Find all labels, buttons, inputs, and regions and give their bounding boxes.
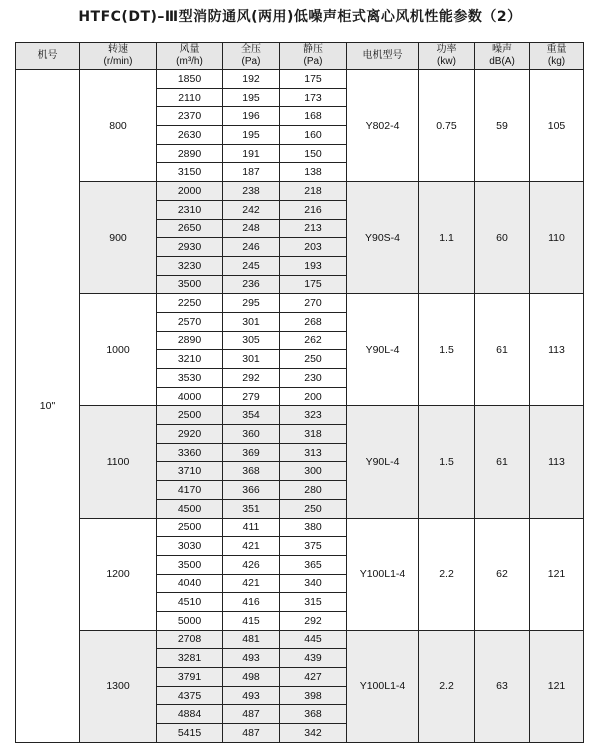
static-pressure-cell: 375	[280, 537, 347, 556]
static-pressure-cell: 445	[280, 630, 347, 649]
airflow-cell: 4375	[157, 686, 223, 705]
airflow-cell: 4000	[157, 387, 223, 406]
total-pressure-cell: 301	[223, 312, 280, 331]
static-pressure-cell: 230	[280, 369, 347, 388]
static-pressure-cell: 340	[280, 574, 347, 593]
static-pressure-cell: 218	[280, 182, 347, 201]
header-power: 功率 (kw)	[419, 43, 475, 70]
power-cell: 0.75	[419, 70, 475, 182]
static-pressure-cell: 175	[280, 70, 347, 89]
static-pressure-cell: 439	[280, 649, 347, 668]
total-pressure-cell: 236	[223, 275, 280, 294]
static-pressure-cell: 318	[280, 425, 347, 444]
static-pressure-cell: 323	[280, 406, 347, 425]
motor-model-cell: Y100L1-4	[347, 518, 419, 630]
airflow-cell: 4170	[157, 481, 223, 500]
airflow-cell: 2500	[157, 406, 223, 425]
power-cell: 1.5	[419, 406, 475, 518]
static-pressure-cell: 175	[280, 275, 347, 294]
airflow-cell: 2250	[157, 294, 223, 313]
total-pressure-cell: 245	[223, 256, 280, 275]
total-pressure-cell: 196	[223, 107, 280, 126]
airflow-cell: 3230	[157, 256, 223, 275]
header-noise: 噪声 dB(A)	[475, 43, 530, 70]
header-motor-model: 电机型号	[347, 43, 419, 70]
total-pressure-cell: 411	[223, 518, 280, 537]
airflow-cell: 1850	[157, 70, 223, 89]
total-pressure-cell: 416	[223, 593, 280, 612]
static-pressure-cell: 315	[280, 593, 347, 612]
airflow-cell: 2930	[157, 238, 223, 257]
airflow-cell: 4884	[157, 705, 223, 724]
static-pressure-cell: 200	[280, 387, 347, 406]
motor-model-cell: Y90L-4	[347, 294, 419, 406]
airflow-cell: 2890	[157, 331, 223, 350]
static-pressure-cell: 138	[280, 163, 347, 182]
weight-cell: 121	[530, 518, 584, 630]
header-total-pressure: 全压 (Pa)	[223, 43, 280, 70]
airflow-cell: 3710	[157, 462, 223, 481]
airflow-cell: 3530	[157, 369, 223, 388]
total-pressure-cell: 498	[223, 668, 280, 687]
static-pressure-cell: 203	[280, 238, 347, 257]
airflow-cell: 3150	[157, 163, 223, 182]
table-row	[16, 406, 584, 425]
header-speed: 转速 (r/min)	[80, 43, 157, 70]
power-cell: 1.5	[419, 294, 475, 406]
total-pressure-cell: 195	[223, 88, 280, 107]
noise-cell: 61	[475, 406, 530, 518]
noise-cell: 60	[475, 182, 530, 294]
static-pressure-cell: 268	[280, 312, 347, 331]
total-pressure-cell: 354	[223, 406, 280, 425]
total-pressure-cell: 426	[223, 555, 280, 574]
machine-no-cell: 10"	[16, 70, 80, 743]
static-pressure-cell: 213	[280, 219, 347, 238]
total-pressure-cell: 301	[223, 350, 280, 369]
airflow-cell: 2650	[157, 219, 223, 238]
noise-cell: 62	[475, 518, 530, 630]
speed-cell: 1100	[80, 406, 157, 518]
airflow-cell: 3030	[157, 537, 223, 556]
table-row	[16, 182, 584, 201]
static-pressure-cell: 216	[280, 200, 347, 219]
static-pressure-cell: 250	[280, 499, 347, 518]
speed-cell: 900	[80, 182, 157, 294]
weight-cell: 110	[530, 182, 584, 294]
airflow-cell: 2310	[157, 200, 223, 219]
static-pressure-cell: 262	[280, 331, 347, 350]
total-pressure-cell: 481	[223, 630, 280, 649]
motor-model-cell: Y90L-4	[347, 406, 419, 518]
static-pressure-cell: 168	[280, 107, 347, 126]
power-cell: 2.2	[419, 630, 475, 742]
static-pressure-cell: 280	[280, 481, 347, 500]
airflow-cell: 3360	[157, 443, 223, 462]
motor-model-cell: Y90S-4	[347, 182, 419, 294]
total-pressure-cell: 187	[223, 163, 280, 182]
static-pressure-cell: 270	[280, 294, 347, 313]
weight-cell: 105	[530, 70, 584, 182]
total-pressure-cell: 421	[223, 537, 280, 556]
total-pressure-cell: 421	[223, 574, 280, 593]
static-pressure-cell: 398	[280, 686, 347, 705]
total-pressure-cell: 246	[223, 238, 280, 257]
airflow-cell: 2500	[157, 518, 223, 537]
airflow-cell: 2570	[157, 312, 223, 331]
airflow-cell: 5415	[157, 724, 223, 743]
table-body	[16, 70, 584, 743]
total-pressure-cell: 238	[223, 182, 280, 201]
table-header	[16, 43, 584, 70]
airflow-cell: 4510	[157, 593, 223, 612]
total-pressure-cell: 493	[223, 649, 280, 668]
static-pressure-cell: 150	[280, 144, 347, 163]
header-static-pressure: 静压 (Pa)	[280, 43, 347, 70]
weight-cell: 113	[530, 294, 584, 406]
noise-cell: 63	[475, 630, 530, 742]
motor-model-cell: Y802-4	[347, 70, 419, 182]
weight-cell: 113	[530, 406, 584, 518]
static-pressure-cell: 300	[280, 462, 347, 481]
weight-cell: 121	[530, 630, 584, 742]
header-machine-no: 机号	[16, 43, 80, 70]
noise-cell: 59	[475, 70, 530, 182]
airflow-cell: 3500	[157, 275, 223, 294]
static-pressure-cell: 292	[280, 611, 347, 630]
total-pressure-cell: 368	[223, 462, 280, 481]
power-cell: 1.1	[419, 182, 475, 294]
motor-model-cell: Y100L1-4	[347, 630, 419, 742]
static-pressure-cell: 173	[280, 88, 347, 107]
header-airflow: 风量 (m³/h)	[157, 43, 223, 70]
noise-cell: 61	[475, 294, 530, 406]
total-pressure-cell: 242	[223, 200, 280, 219]
static-pressure-cell: 160	[280, 126, 347, 145]
speed-cell: 1200	[80, 518, 157, 630]
static-pressure-cell: 380	[280, 518, 347, 537]
speed-cell: 800	[80, 70, 157, 182]
total-pressure-cell: 248	[223, 219, 280, 238]
total-pressure-cell: 351	[223, 499, 280, 518]
header-weight: 重量 (kg)	[530, 43, 584, 70]
airflow-cell: 2110	[157, 88, 223, 107]
total-pressure-cell: 360	[223, 425, 280, 444]
total-pressure-cell: 369	[223, 443, 280, 462]
airflow-cell: 4040	[157, 574, 223, 593]
airflow-cell: 2630	[157, 126, 223, 145]
airflow-cell: 5000	[157, 611, 223, 630]
table-row	[16, 518, 584, 537]
total-pressure-cell: 366	[223, 481, 280, 500]
static-pressure-cell: 365	[280, 555, 347, 574]
airflow-cell: 2890	[157, 144, 223, 163]
total-pressure-cell: 195	[223, 126, 280, 145]
airflow-cell: 3281	[157, 649, 223, 668]
airflow-cell: 2708	[157, 630, 223, 649]
static-pressure-cell: 250	[280, 350, 347, 369]
total-pressure-cell: 487	[223, 724, 280, 743]
airflow-cell: 2920	[157, 425, 223, 444]
total-pressure-cell: 487	[223, 705, 280, 724]
airflow-cell: 3210	[157, 350, 223, 369]
table-row	[16, 294, 584, 313]
static-pressure-cell: 193	[280, 256, 347, 275]
airflow-cell: 4500	[157, 499, 223, 518]
static-pressure-cell: 427	[280, 668, 347, 687]
total-pressure-cell: 191	[223, 144, 280, 163]
total-pressure-cell: 292	[223, 369, 280, 388]
page-title: HTFC(DT)–Ⅲ型消防通风(两用)低噪声柜式离心风机性能参数（2）	[78, 9, 522, 25]
airflow-cell: 2370	[157, 107, 223, 126]
total-pressure-cell: 415	[223, 611, 280, 630]
total-pressure-cell: 493	[223, 686, 280, 705]
airflow-cell: 2000	[157, 182, 223, 201]
total-pressure-cell: 192	[223, 70, 280, 89]
power-cell: 2.2	[419, 518, 475, 630]
static-pressure-cell: 313	[280, 443, 347, 462]
total-pressure-cell: 305	[223, 331, 280, 350]
airflow-cell: 3500	[157, 555, 223, 574]
airflow-cell: 3791	[157, 668, 223, 687]
table-row	[16, 70, 584, 89]
static-pressure-cell: 342	[280, 724, 347, 743]
static-pressure-cell: 368	[280, 705, 347, 724]
total-pressure-cell: 295	[223, 294, 280, 313]
speed-cell: 1000	[80, 294, 157, 406]
table-row	[16, 630, 584, 649]
speed-cell: 1300	[80, 630, 157, 742]
total-pressure-cell: 279	[223, 387, 280, 406]
performance-table	[15, 42, 584, 743]
